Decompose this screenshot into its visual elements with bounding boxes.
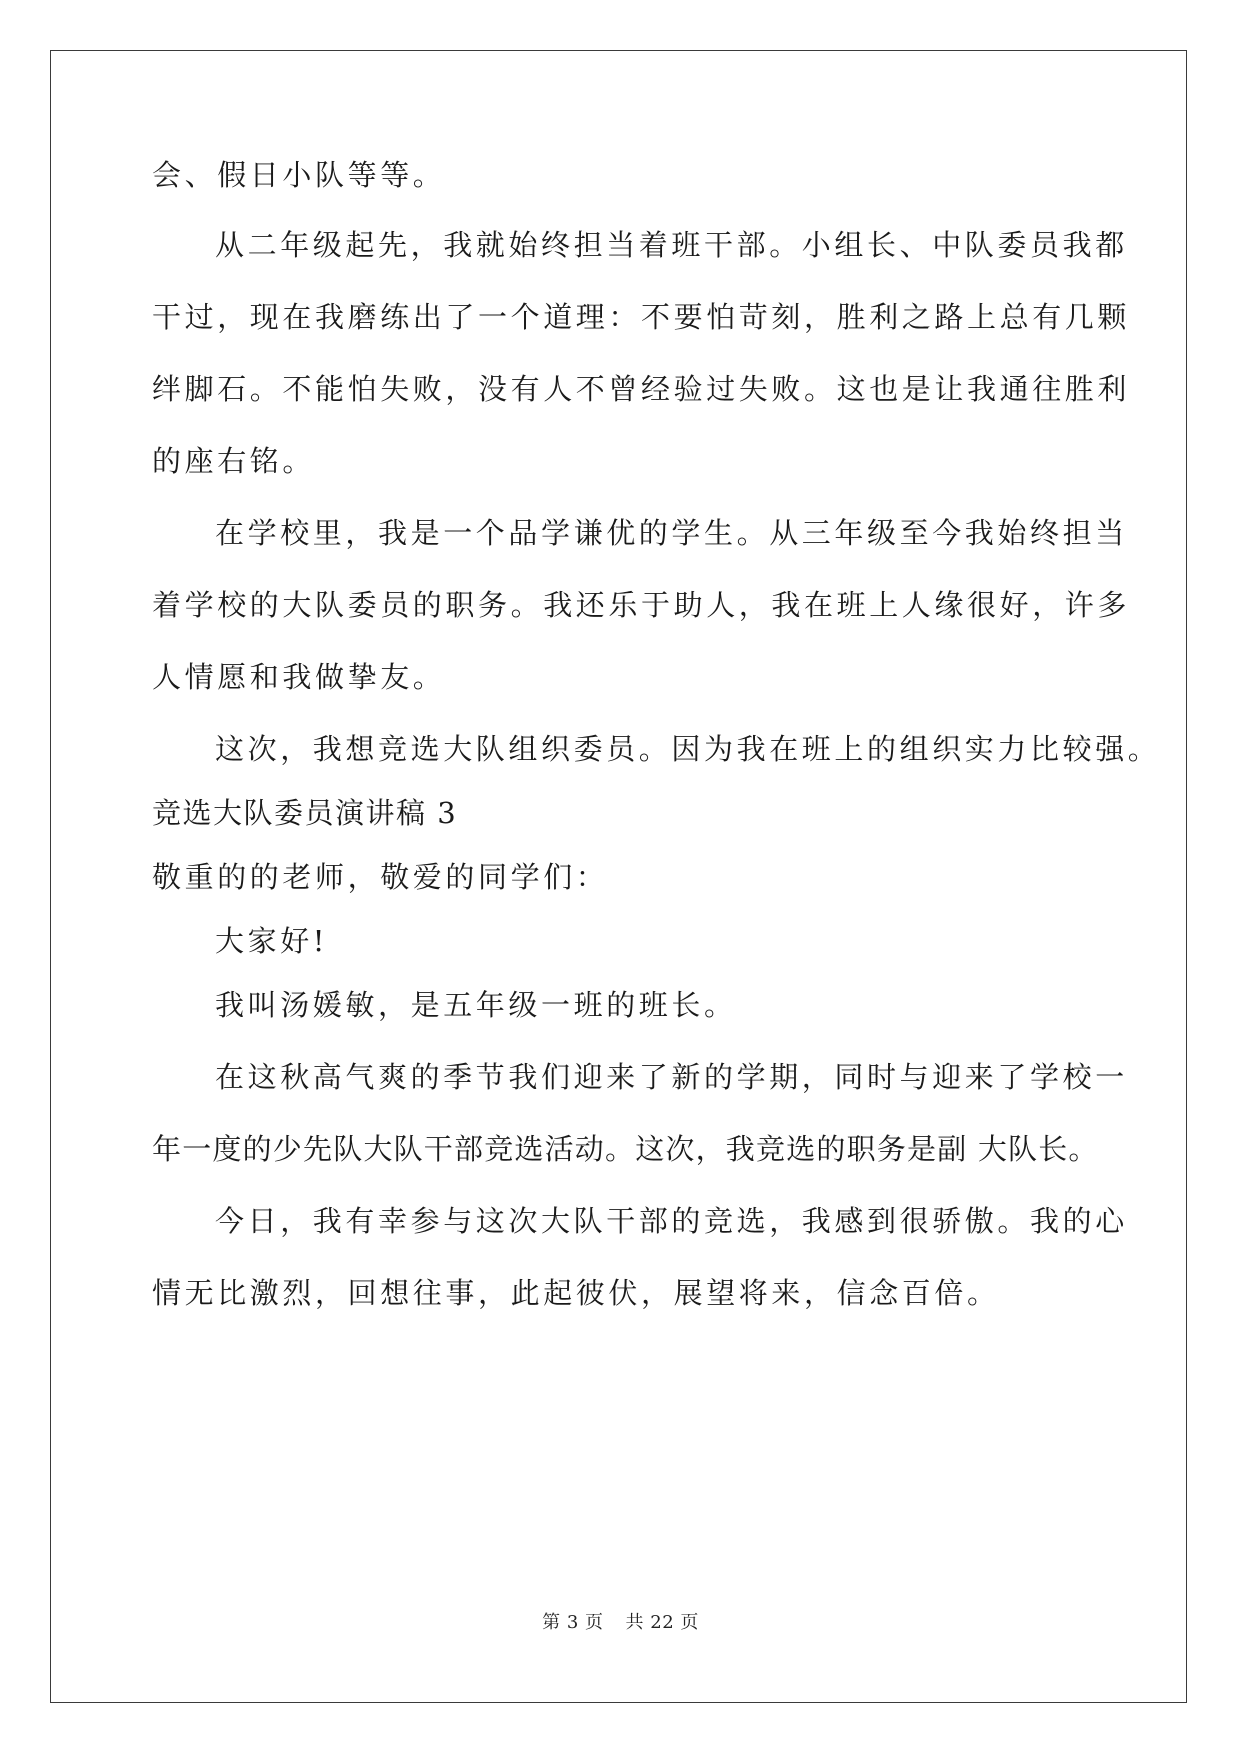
page-total: 共 22 页: [625, 1612, 699, 1633]
text-line: 会、假日小队等等。: [152, 158, 446, 192]
text-line: 我叫汤媛敏，是五年级一班的班长。: [215, 988, 737, 1022]
page-footer: [0, 1611, 1241, 1635]
text-line: 情无比激烈，回想往事，此起彼伏，展望将来，信念百倍。: [152, 1276, 1000, 1310]
text-line: 人情愿和我做挚友。: [152, 660, 446, 694]
greeting: 大家好!: [215, 924, 329, 958]
text-line: 年一度的少先队大队干部竞选活动。这次，我竞选的职务是副 大队长。: [152, 1132, 1099, 1166]
text-line: 这次，我想竞选大队组织委员。因为我在班上的组织实力比较强。: [215, 732, 1161, 766]
text-line: 在这秋高气爽的季节我们迎来了新的学期，同时与迎来了学校一: [215, 1060, 1128, 1094]
section-heading: 竞选大队委员演讲稿 3: [152, 796, 458, 830]
text-line: 着学校的大队委员的职务。我还乐于助人，我在班上人缘很好，许多: [152, 588, 1131, 622]
text-line: 从二年级起先，我就始终担当着班干部。小组长、中队委员我都: [215, 228, 1128, 262]
page-number: 第 3 页: [542, 1612, 604, 1633]
text-line: 绊脚石。不能怕失败，没有人不曾经验过失败。这也是让我通往胜利: [152, 372, 1131, 406]
text-line: 干过，现在我磨练出了一个道理：不要怕苛刻，胜利之路上总有几颗: [152, 300, 1131, 334]
salutation: 敬重的的老师，敬爱的同学们：: [152, 860, 609, 894]
text-line: 的座右铭。: [152, 444, 316, 478]
text-line: 在学校里，我是一个品学谦优的学生。从三年级至今我始终担当: [215, 516, 1128, 550]
text-line: 今日，我有幸参与这次大队干部的竞选，我感到很骄傲。我的心: [215, 1204, 1128, 1238]
